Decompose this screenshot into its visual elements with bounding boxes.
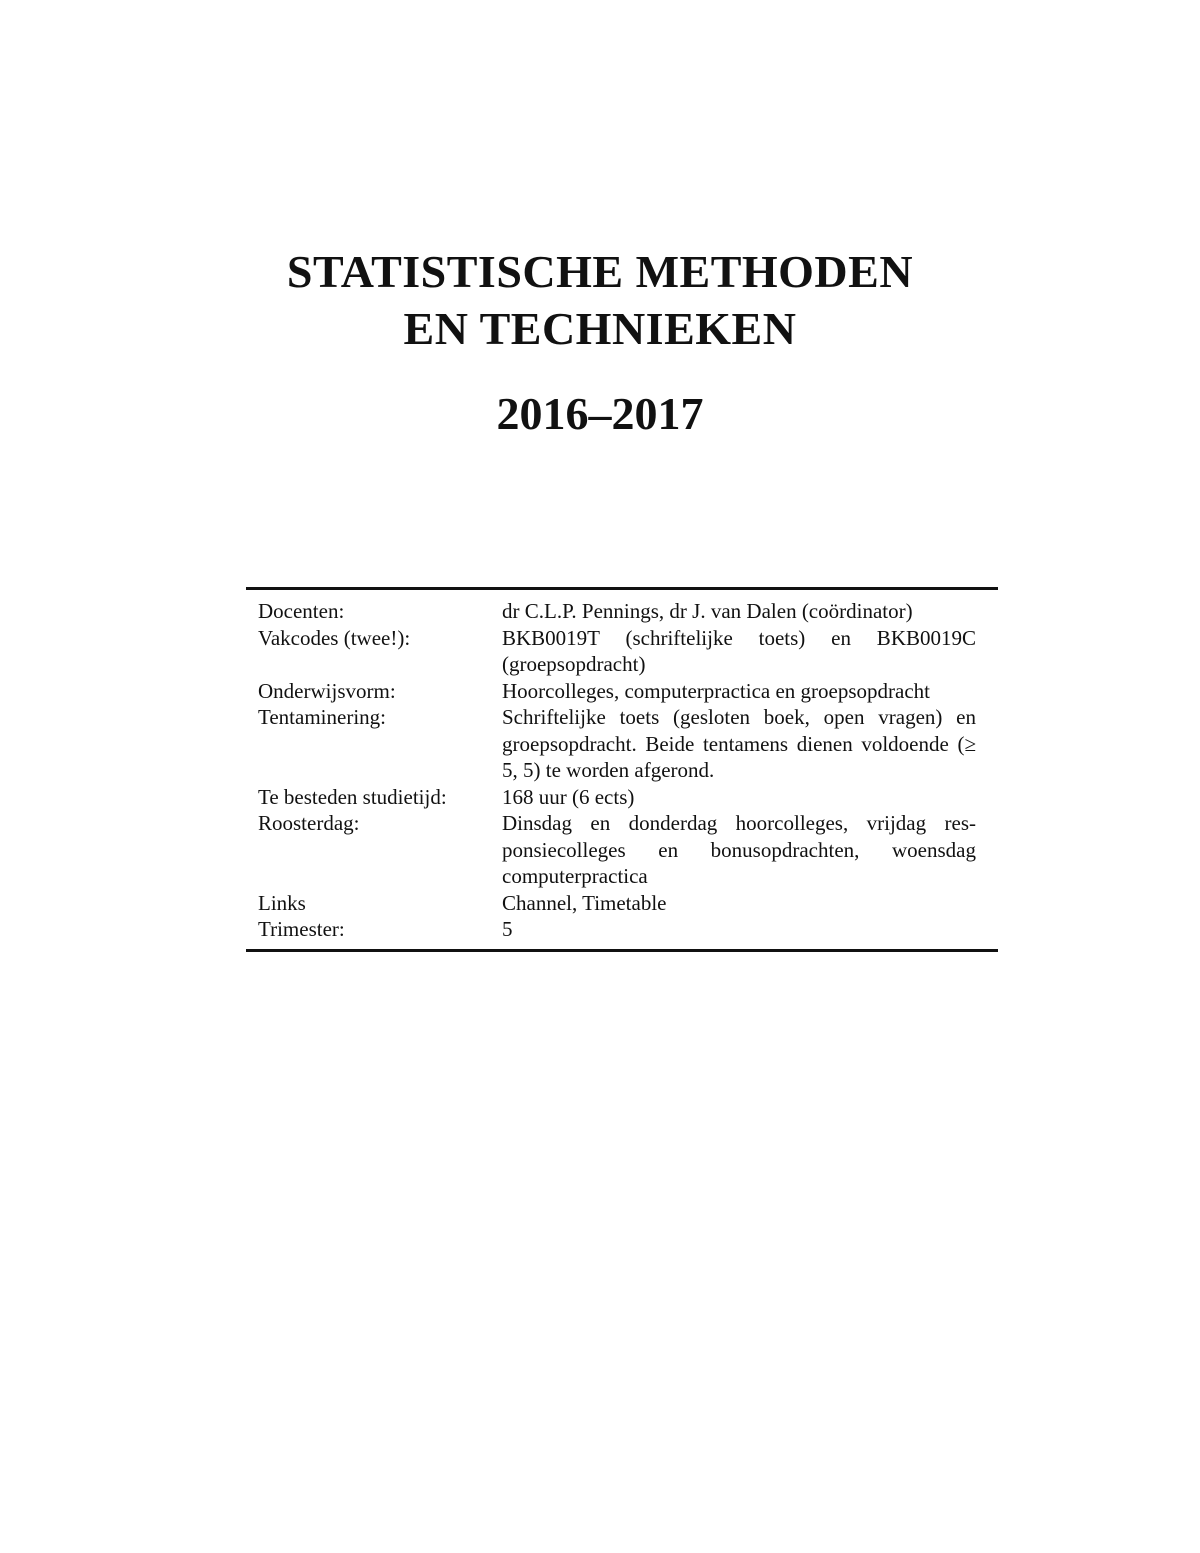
row-label: Te besteden studietijd:: [258, 784, 447, 809]
table-row-onderwijsvorm: [246, 678, 998, 705]
row-value: Channel, Timetable: [502, 890, 667, 915]
row-value: dr C.L.P. Pennings, dr J. van Dalen (coördinator): [502, 599, 913, 623]
table-row-vakcodes: [246, 625, 998, 678]
row-label: Onderwijsvorm:: [258, 678, 396, 703]
row-label: Roosterdag:: [258, 811, 360, 835]
row-value: 5: [502, 917, 513, 941]
table-row-links: [246, 890, 998, 917]
row-label: Vakcodes (twee!):: [258, 625, 411, 650]
course-info-table: [246, 587, 998, 952]
page-title-line-1: STATISTISCHE METHODEN: [286, 246, 914, 297]
row-value: Dinsdag en donderdag hoorcolleges, vrijdag responsiecolleges en bonusopdrachten, woensdag computerpractica: [502, 811, 976, 888]
row-label: Links: [258, 890, 306, 915]
table-row-trimester: [246, 916, 998, 943]
table-row-docenten: [246, 598, 998, 625]
row-label: Docenten:: [258, 599, 345, 623]
table-row-tentaminering: [246, 704, 998, 784]
table-row-roosterdag: [246, 810, 998, 890]
row-label: Tentaminering:: [258, 705, 386, 729]
row-value: 168 uur (6 ects): [502, 784, 635, 809]
academic-year: 2016–2017: [496, 388, 704, 439]
row-value: BKB0019T (schriftelijke toets) en BKB0019C (groepsopdracht): [502, 625, 976, 676]
page-title-line-2: EN TECHNIEKEN: [403, 303, 797, 354]
table-row-studietijd: [246, 784, 998, 811]
row-value: Schriftelijke toets (gesloten boek, open vragen) en groepsopdracht. Beide tentamens dienen voldoende (≥ 5, 5) te worden afgerond.: [502, 705, 976, 782]
row-label: Trimester:: [258, 917, 345, 941]
row-value: Hoorcolleges, computerpractica en groepsopdracht: [502, 678, 930, 703]
